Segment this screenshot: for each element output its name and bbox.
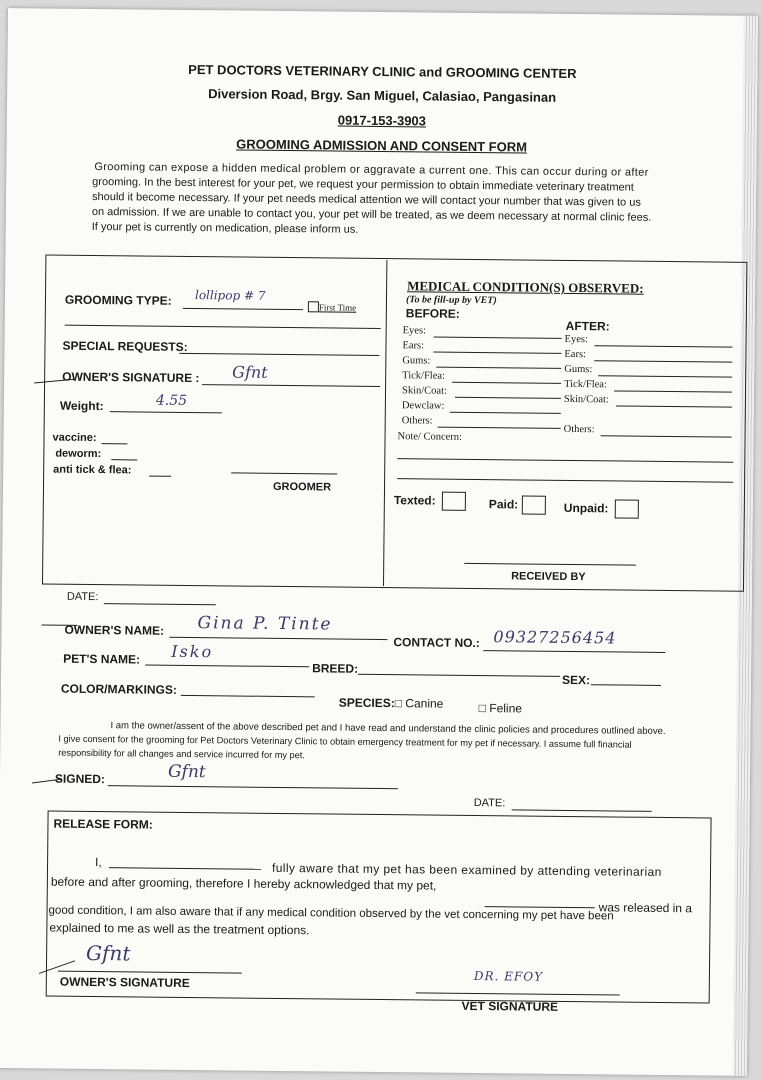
contact-line [483, 650, 665, 653]
after-gums-label: Gums: [564, 363, 593, 376]
contact-value[interactable]: 09327256454 [493, 627, 617, 648]
release-line-4: explained to me as well as the treatment options. [49, 920, 310, 938]
signed-label: SIGNED: [54, 771, 106, 787]
before-label: BEFORE: [405, 306, 460, 321]
special-requests-label: SPECIAL REQUESTS: [62, 338, 188, 354]
consent-line-1: I am the owner/assent of the above described pet and I have read and understand the clinic policies and procedures outlined above. [110, 720, 666, 737]
release-owner-signature-label: OWNER'S SIGNATURE [59, 974, 190, 991]
grooming-type-value[interactable]: lollipop # 7 [194, 288, 266, 303]
before-gums-label: Gums: [402, 355, 431, 367]
vet-signature-label: VET SIGNATURE [461, 998, 559, 1014]
unpaid-checkbox[interactable] [615, 499, 639, 518]
owner-signature-value[interactable]: Gfnt [232, 362, 268, 382]
consent-line-2: I give consent for the grooming for Pet Doctors Veterinary Clinic to obtain emergency treatment for my pet if necessary. I assume full financial [58, 733, 632, 750]
groomer-label: GROOMER [272, 480, 332, 494]
before-eyes-label: Eyes: [402, 325, 427, 337]
owner-name-value[interactable]: Gina P. Tinte [197, 613, 333, 635]
note-concern-label: Note/ Concern: [397, 431, 463, 443]
release-line-3-suffix: was released in a [598, 900, 693, 916]
color-markings-line[interactable] [181, 695, 315, 697]
consent-date-line[interactable] [512, 809, 652, 811]
paid-checkbox[interactable] [522, 495, 546, 514]
after-eyes-label: Eyes: [564, 333, 588, 346]
grooming-type-label: GROOMING TYPE: [64, 292, 172, 308]
weight-label: Weight: [59, 398, 104, 414]
owner-signature-label: OWNER'S SIGNATURE : [62, 369, 200, 386]
intro-line-4: on admission. If we are unable to contact you, your pet will be treated, as we deem necessary at normal clinic fees. [91, 205, 652, 224]
date-line[interactable] [104, 603, 216, 605]
after-others-label: Others: [563, 423, 595, 436]
unpaid-label: Unpaid: [563, 500, 609, 516]
canine-option[interactable]: □ Canine [394, 696, 444, 711]
form-sheet [0, 8, 758, 1076]
release-i-label: I, [95, 855, 102, 870]
sex-line[interactable] [591, 684, 661, 686]
release-owner-signature-value[interactable]: Gfnt [86, 940, 131, 966]
medical-title: MEDICAL CONDITION(S) OBSERVED: [407, 278, 644, 296]
before-skin-label: Skin/Coat: [401, 385, 448, 397]
after-ears-label: Ears: [564, 348, 587, 361]
vet-signature-value[interactable]: DR. EFOY [473, 969, 544, 984]
release-line-3: good condition, I am also aware that if any medical condition observed by the vet concerning my pet have been [48, 904, 614, 923]
breed-label: BREED: [312, 661, 359, 676]
medical-subtitle: (To be fill-up by VET) [405, 294, 497, 307]
texted-checkbox[interactable] [442, 492, 466, 511]
paid-label: Paid: [488, 497, 519, 512]
clinic-phone: 0917-153-3903 [337, 112, 427, 129]
color-markings-label: COLOR/MARKINGS: [60, 681, 177, 697]
owner-name-strike [42, 624, 78, 625]
clinic-name: PET DOCTORS VETERINARY CLINIC and GROOMING CENTER [188, 61, 577, 82]
owner-name-label: OWNER'S NAME: [64, 622, 165, 638]
before-tick-label: Tick/Flea: [402, 370, 446, 382]
intro-line-3: should it become necessary. If your pet needs medical attention we will contact your number that was given to us [91, 190, 641, 209]
release-line-1: fully aware that my pet has been examined by attending veterinarian [271, 860, 662, 879]
before-others-label: Others: [401, 415, 433, 427]
weight-value[interactable]: 4.55 [155, 392, 188, 409]
texted-label: Texted: [393, 493, 436, 508]
pet-name-label: PET'S NAME: [63, 651, 141, 667]
intro-line-1: Grooming can expose a hidden medical problem or aggravate a current one. This can occur during or after [94, 160, 649, 179]
first-time-label: First Time [318, 302, 357, 313]
release-title: RELEASE FORM: [53, 816, 153, 832]
form-title: GROOMING ADMISSION AND CONSENT FORM [236, 136, 528, 155]
anti-tick-line[interactable] [149, 476, 171, 477]
date-label: DATE: [66, 590, 99, 604]
consent-line-3: responsibility for all changes and service incurred for my pet. [58, 747, 305, 761]
vaccine-label: vaccine: [52, 431, 97, 445]
anti-tick-label: anti tick & flea: [53, 463, 132, 477]
intro-line-2: grooming. In the best interest for your pet, we request your permission to obtain immediate veterinary treatment [92, 175, 634, 194]
after-tick-label: Tick/Flea: [564, 378, 607, 391]
before-dewclaw-label: Dewclaw: [401, 400, 445, 412]
pet-name-line [145, 665, 309, 668]
species-label: SPECIES: [338, 695, 395, 711]
contact-label: CONTACT NO.: [393, 635, 480, 651]
feline-option[interactable]: □ Feline [478, 701, 523, 716]
signed-line [108, 785, 398, 789]
signed-value[interactable]: Gfnt [167, 761, 206, 783]
release-line-2: before and after grooming, therefore I hereby acknowledged that my pet, [50, 874, 437, 893]
after-skin-label: Skin/Coat: [563, 393, 609, 406]
after-label: AFTER: [565, 318, 610, 334]
pet-name-value[interactable]: Isko [171, 641, 214, 662]
clinic-address: Diversion Road, Brgy. San Miguel, Calasiao, Pangasinan [208, 86, 557, 105]
deworm-label: deworm: [55, 447, 102, 461]
owner-name-line [169, 637, 387, 640]
before-ears-label: Ears: [402, 340, 425, 352]
consent-date-label: DATE: [473, 796, 506, 810]
first-time-checkbox[interactable] [308, 301, 319, 312]
received-by-label: RECEIVED BY [511, 570, 586, 584]
breed-line[interactable] [358, 674, 560, 677]
sex-label: SEX: [561, 672, 591, 688]
intro-line-5: If your pet is currently on medication, please inform us. [91, 220, 359, 236]
